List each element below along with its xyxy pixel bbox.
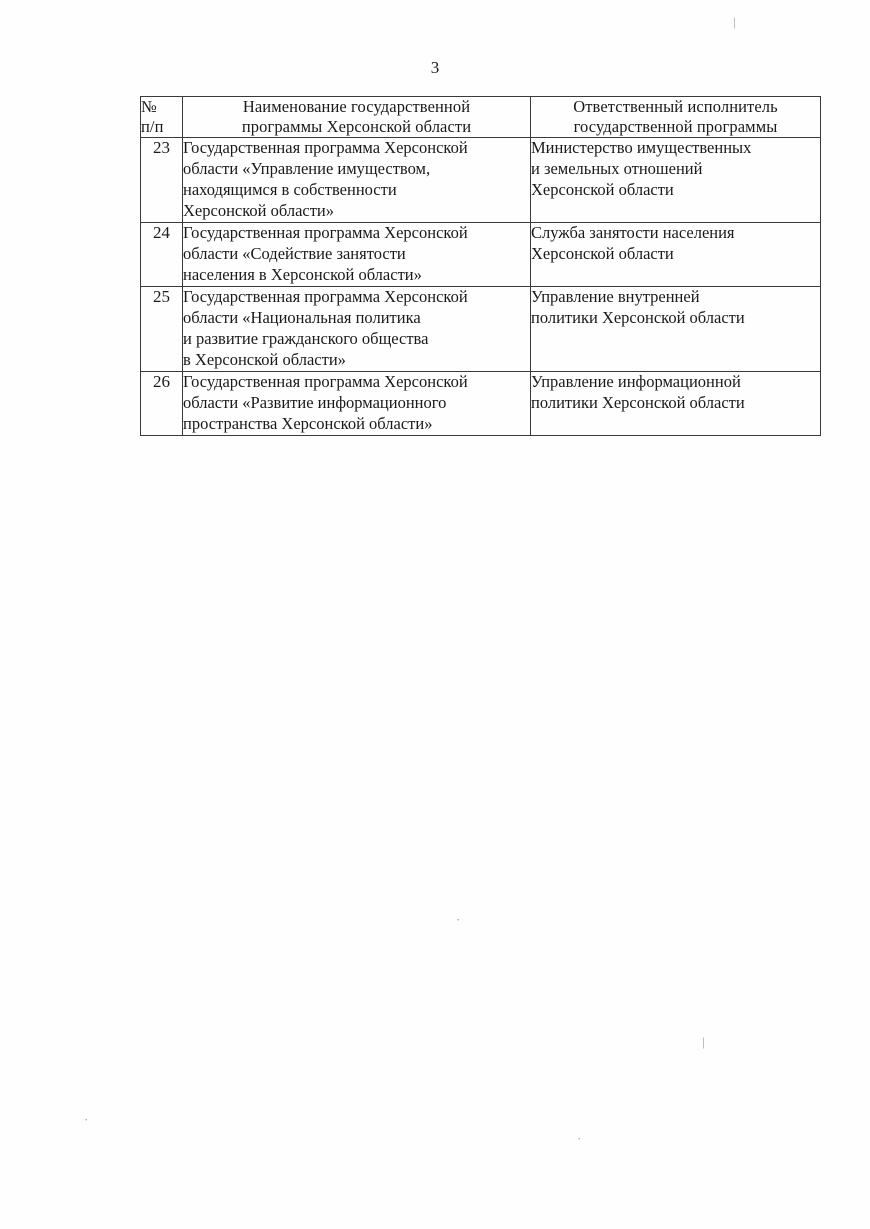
table-row: [141, 138, 821, 223]
table-row: [141, 371, 821, 435]
row-program-name-line: в Херсонской области»: [183, 349, 346, 369]
row-executor-line: Служба занятости населения: [531, 223, 735, 243]
column-header-executor-line2: государственной программы: [573, 117, 778, 137]
row-program-name: [183, 223, 531, 287]
row-executor-line: политики Херсонской области: [531, 307, 745, 327]
row-executor: [531, 371, 821, 435]
row-executor: [531, 286, 821, 371]
row-program-name-line: Государственная программа Херсонской: [183, 223, 468, 243]
column-header-executor-line1: Ответственный исполнитель: [573, 97, 778, 116]
row-executor-line: Управление информационной: [531, 371, 741, 391]
table-row: [141, 223, 821, 287]
column-header-program-name: [183, 97, 531, 138]
row-executor-line: политики Херсонской области: [531, 392, 745, 412]
row-program-name-line: и развитие гражданского общества: [183, 328, 429, 348]
row-program-name: [183, 371, 531, 435]
row-number: 26: [141, 371, 183, 435]
row-executor-line: Управление внутренней: [531, 286, 700, 306]
row-executor-line: Херсонской области: [531, 180, 674, 200]
row-program-name-line: Государственная программа Херсонской: [183, 138, 468, 158]
column-header-number-line2: п/п: [141, 116, 164, 136]
page-number: 3: [430, 58, 440, 77]
scan-artifact-mark: ·: [84, 1112, 89, 1127]
scan-artifact-mark: ·: [456, 912, 461, 927]
row-program-name-line: области «Управление имуществом,: [183, 159, 431, 179]
row-program-name-line: области «Национальная политика: [183, 307, 421, 327]
programs-table: [140, 96, 821, 436]
column-header-program-name-line2: программы Херсонской области: [241, 117, 472, 137]
row-program-name-line: пространства Херсонской области»: [183, 413, 433, 433]
row-program-name: [183, 138, 531, 223]
column-header-number: [141, 97, 183, 138]
scan-artifact-mark: |: [733, 14, 736, 29]
row-program-name-line: Государственная программа Херсонской: [183, 286, 468, 306]
row-program-name-line: населения в Херсонской области»: [183, 264, 422, 284]
column-header-executor: [531, 97, 821, 138]
scan-artifact-mark: ·: [577, 1131, 582, 1146]
row-number: 25: [141, 286, 183, 371]
row-program-name-line: области «Развитие информационного: [183, 392, 447, 412]
row-executor-line: Министерство имущественных: [531, 138, 752, 158]
row-executor-line: и земельных отношений: [531, 159, 703, 179]
row-number: 24: [141, 223, 183, 287]
table-row: [141, 286, 821, 371]
row-number: 23: [141, 138, 183, 223]
row-executor-line: Херсонской области: [531, 244, 674, 264]
column-header-number-line1: №: [141, 97, 157, 116]
scan-artifact-mark: |: [702, 1034, 705, 1049]
column-header-program-name-line1: Наименование государственной: [242, 97, 471, 116]
row-executor: [531, 138, 821, 223]
row-program-name-line: находящимся в собственности: [183, 180, 397, 200]
row-program-name-line: Херсонской области»: [183, 201, 335, 221]
table-header-row: [141, 97, 821, 138]
row-program-name: [183, 286, 531, 371]
row-program-name-line: области «Содействие занятости: [183, 244, 406, 264]
row-program-name-line: Государственная программа Херсонской: [183, 371, 468, 391]
row-executor: [531, 223, 821, 287]
